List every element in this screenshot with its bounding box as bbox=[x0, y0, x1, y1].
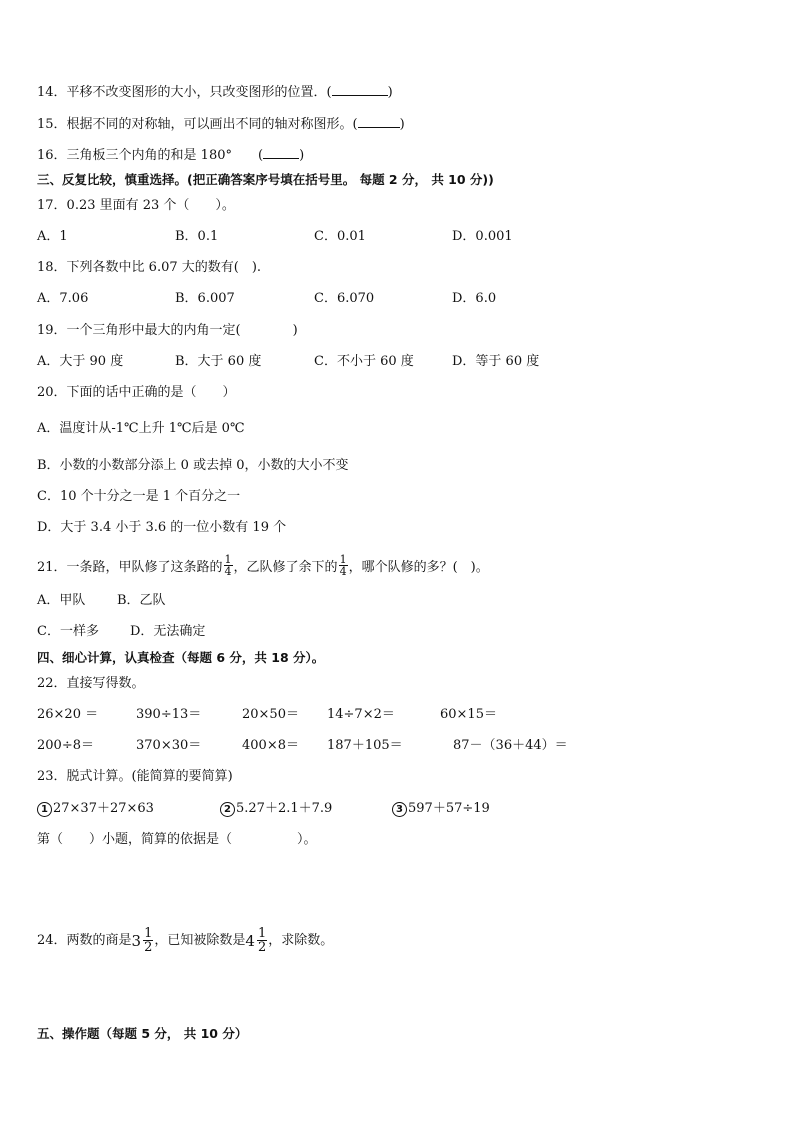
question-20-option-b[interactable]: B．小数的小数部分添上 0 或去掉 0，小数的大小不变 bbox=[37, 458, 349, 473]
option-d[interactable]: D．等于 60 度 bbox=[452, 354, 540, 369]
circled-number-3: 3 bbox=[392, 802, 407, 817]
fraction-one-quarter: $\frac{1}{4}$ bbox=[339, 553, 347, 578]
question-15-text: 15．根据不同的对称轴，可以画出不同的轴对称图形。( bbox=[37, 117, 358, 132]
calc-item: 370×30＝ bbox=[136, 738, 202, 753]
question-23: 23．脱式计算。(能简算的要简算) bbox=[37, 769, 233, 784]
calc-item: 390÷13＝ bbox=[136, 707, 202, 722]
question-17: 17．0.23 里面有 23 个（ ）。 bbox=[37, 198, 235, 213]
answer-blank[interactable] bbox=[358, 115, 400, 128]
question-20: 20．下面的话中正确的是（ ） bbox=[37, 385, 236, 400]
calc-item: 187＋105＝ bbox=[327, 738, 403, 753]
calc-row-2 bbox=[37, 738, 757, 756]
expression-2: 2 5.27＋2.1＋7.9 bbox=[220, 801, 332, 817]
question-21: 21．一条路，甲队修了这条路的 $\frac{1}{4}$ ，乙队修了余下的 $\frac{1}{4}$ ，哪个队修的多？( )。 bbox=[37, 553, 489, 578]
question-24: 24．两数的商是 3 $\frac{1}{2}$ ，已知被除数是 4 $\frac{1}{2}$ ，求除数。 bbox=[37, 926, 334, 955]
option-a[interactable]: A．7.06 bbox=[37, 291, 89, 306]
question-16-text: 16．三角板三个内角的和是 180° ( bbox=[37, 148, 264, 163]
option-d[interactable]: D．无法确定 bbox=[130, 624, 206, 639]
question-20-option-a[interactable]: A．温度计从-1℃上升 1℃后是 0℃ bbox=[37, 421, 245, 436]
answer-blank[interactable] bbox=[263, 146, 299, 159]
calc-item: 200÷8＝ bbox=[37, 738, 94, 753]
option-d[interactable]: D．6.0 bbox=[452, 291, 497, 306]
mixed-number-4-1-2: 4 $\frac{1}{2}$ bbox=[245, 926, 267, 955]
question-16: 16．三角板三个内角的和是 180° ( ) bbox=[37, 148, 305, 163]
question-20-option-d[interactable]: D．大于 3.4 小于 3.6 的一位小数有 19 个 bbox=[37, 520, 287, 535]
option-b[interactable]: B．0.1 bbox=[175, 229, 219, 244]
section-4-heading: 四、细心计算，认真检查（每题 6 分，共 18 分）。 bbox=[37, 650, 325, 665]
circled-number-1: 1 bbox=[37, 802, 52, 817]
question-23-followup: 第（ ）小题，简算的依据是（ ）。 bbox=[37, 832, 317, 847]
option-a[interactable]: A．甲队 bbox=[37, 593, 86, 608]
question-18: 18．下列各数中比 6.07 大的数有( ). bbox=[37, 260, 262, 275]
circled-number-2: 2 bbox=[220, 802, 235, 817]
calc-item: 26×20 ＝ bbox=[37, 707, 99, 722]
question-21-options-row-1 bbox=[37, 593, 757, 611]
mixed-number-3-1-2: 3 $\frac{1}{2}$ bbox=[131, 926, 153, 955]
question-14-text: 14．平移不改变图形的大小，只改变图形的位置．( bbox=[37, 85, 332, 100]
option-c[interactable]: C．一样多 bbox=[37, 624, 99, 639]
calc-row-1 bbox=[37, 707, 757, 725]
expression-3: 3 597＋57÷19 bbox=[392, 801, 490, 817]
question-20-option-c[interactable]: C．10 个十分之一是 1 个百分之一 bbox=[37, 489, 241, 504]
calc-item: 400×8＝ bbox=[242, 738, 299, 753]
option-a[interactable]: A．1 bbox=[37, 229, 68, 244]
question-21-options-row-2 bbox=[37, 624, 757, 642]
question-17-options bbox=[37, 229, 757, 247]
question-22: 22．直接写得数。 bbox=[37, 676, 145, 691]
option-a[interactable]: A．大于 90 度 bbox=[37, 354, 124, 369]
expression-1: 1 27×37＋27×63 bbox=[37, 801, 154, 817]
option-c[interactable]: C．不小于 60 度 bbox=[314, 354, 414, 369]
option-c[interactable]: C．6.070 bbox=[314, 291, 375, 306]
option-c[interactable]: C．0.01 bbox=[314, 229, 366, 244]
calc-item: 87－（36＋44）＝ bbox=[453, 738, 568, 753]
fraction-one-quarter: $\frac{1}{4}$ bbox=[224, 553, 232, 578]
option-b[interactable]: B．6.007 bbox=[175, 291, 235, 306]
question-14: 14．平移不改变图形的大小，只改变图形的位置．( ) bbox=[37, 85, 393, 100]
question-19: 19．一个三角形中最大的内角一定( ) bbox=[37, 323, 298, 338]
question-19-options bbox=[37, 354, 757, 372]
calc-item: 20×50＝ bbox=[242, 707, 299, 722]
option-b[interactable]: B．大于 60 度 bbox=[175, 354, 262, 369]
answer-blank[interactable] bbox=[332, 83, 388, 96]
question-23-expressions bbox=[37, 801, 757, 819]
calc-item: 14÷7×2＝ bbox=[327, 707, 395, 722]
question-15: 15．根据不同的对称轴，可以画出不同的轴对称图形。( ) bbox=[37, 117, 405, 132]
calc-item: 60×15＝ bbox=[440, 707, 497, 722]
section-5-heading: 五、操作题（每题 5 分， 共 10 分） bbox=[37, 1026, 248, 1041]
option-b[interactable]: B．乙队 bbox=[117, 593, 166, 608]
section-3-heading: 三、反复比较，慎重选择。(把正确答案序号填在括号里。 每题 2 分， 共 10 分)) bbox=[37, 172, 494, 187]
option-d[interactable]: D．0.001 bbox=[452, 229, 513, 244]
question-18-options bbox=[37, 291, 757, 309]
